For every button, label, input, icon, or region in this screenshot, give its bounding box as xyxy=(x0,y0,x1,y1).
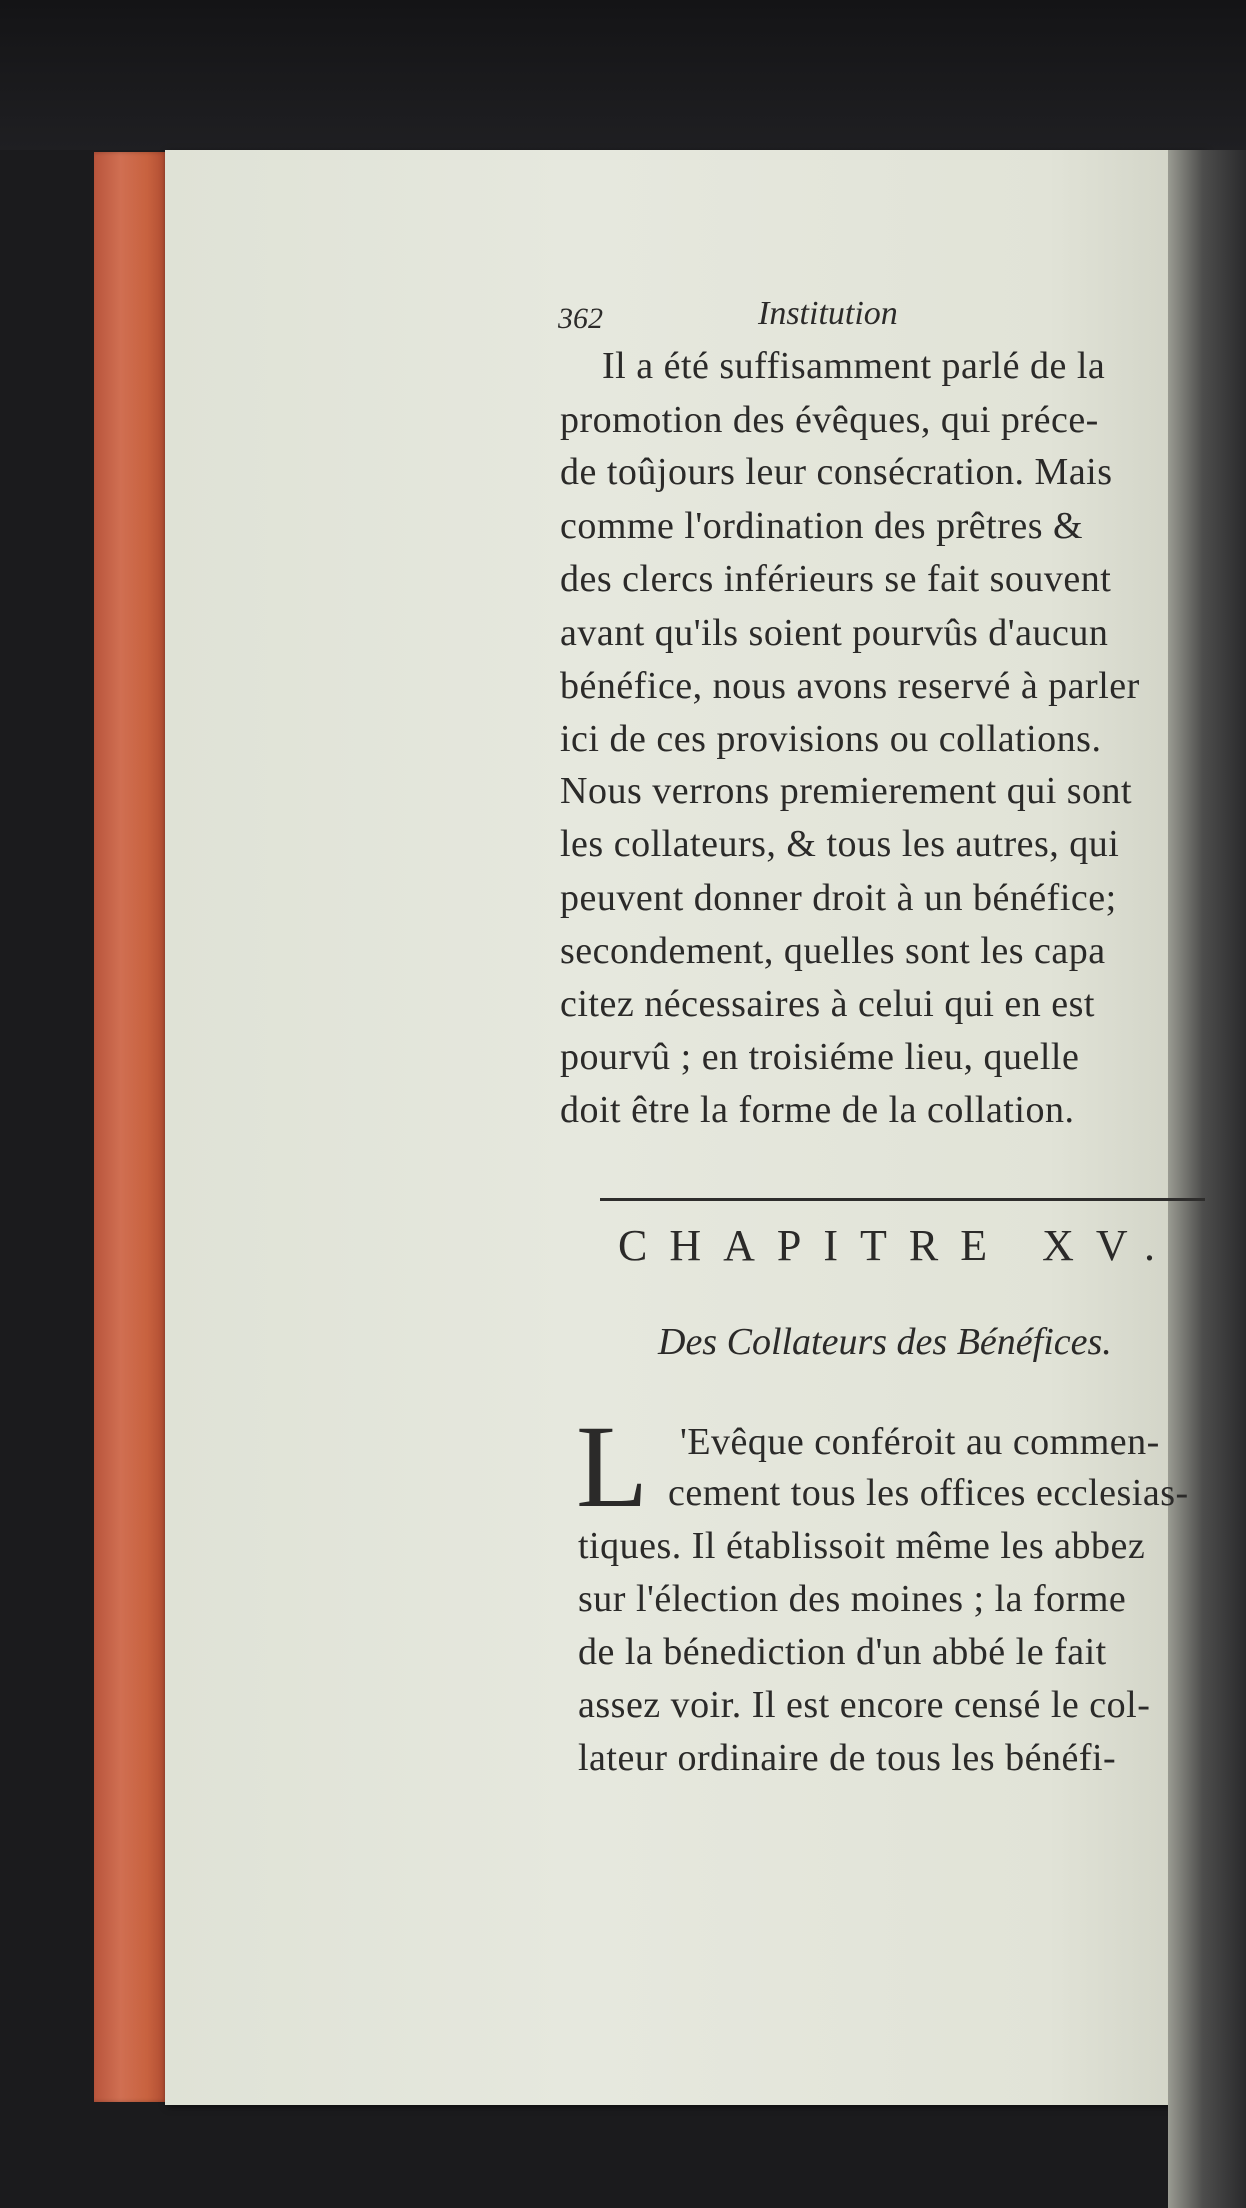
text-line: secondement, quelles sont les capa xyxy=(560,930,1106,972)
text-line: cement tous les offices ecclesias- xyxy=(668,1472,1189,1514)
text-line: doit être la forme de la collation. xyxy=(560,1089,1075,1131)
drop-cap: L xyxy=(576,1401,649,1532)
text-line: de la bénediction d'un abbé le fait xyxy=(578,1631,1107,1673)
text-line: de toûjours leur consécration. Mais xyxy=(560,451,1113,493)
text-line: ici de ces provisions ou collations. xyxy=(560,718,1102,760)
text-line: bénéfice, nous avons reservé à parler xyxy=(560,665,1140,707)
text-line: peuvent donner droit à un bénéfice; xyxy=(560,877,1117,919)
book-gutter xyxy=(1168,150,1246,2208)
text-line: lateur ordinaire de tous les bénéfi- xyxy=(578,1737,1117,1779)
text-line: des clercs inférieurs se fait souvent xyxy=(560,558,1112,600)
page-number: 362 xyxy=(558,302,603,335)
chapter-subtitle: Des Collateurs des Bénéfices. xyxy=(658,1321,1112,1363)
text-line: citez nécessaires à celui qui en est xyxy=(560,983,1095,1025)
chapter-divider-rule xyxy=(600,1198,1205,1201)
text-line: les collateurs, & tous les autres, qui xyxy=(560,823,1120,865)
running-title: Institution xyxy=(758,295,898,332)
text-line: pourvû ; en troisiéme lieu, quelle xyxy=(560,1036,1080,1078)
text-line: avant qu'ils soient pourvûs d'aucun xyxy=(560,612,1109,654)
text-line: promotion des évêques, qui préce- xyxy=(560,399,1099,441)
text-line: tiques. Il établissoit même les abbez xyxy=(578,1525,1146,1567)
text-line: Nous verrons premierement qui sont xyxy=(560,770,1133,812)
text-line: Il a été suffisamment parlé de la xyxy=(602,345,1106,387)
text-line: assez voir. Il est encore censé le col- xyxy=(578,1684,1151,1726)
text-line: sur l'élection des moines ; la forme xyxy=(578,1578,1127,1620)
dark-background xyxy=(0,0,1246,150)
text-line: 'Evêque conféroit au commen- xyxy=(680,1421,1160,1463)
chapter-heading: CHAPITRE XV. xyxy=(618,1221,1178,1270)
text-line: comme l'ordination des prêtres & xyxy=(560,505,1084,547)
book-page-edge xyxy=(94,152,170,2102)
